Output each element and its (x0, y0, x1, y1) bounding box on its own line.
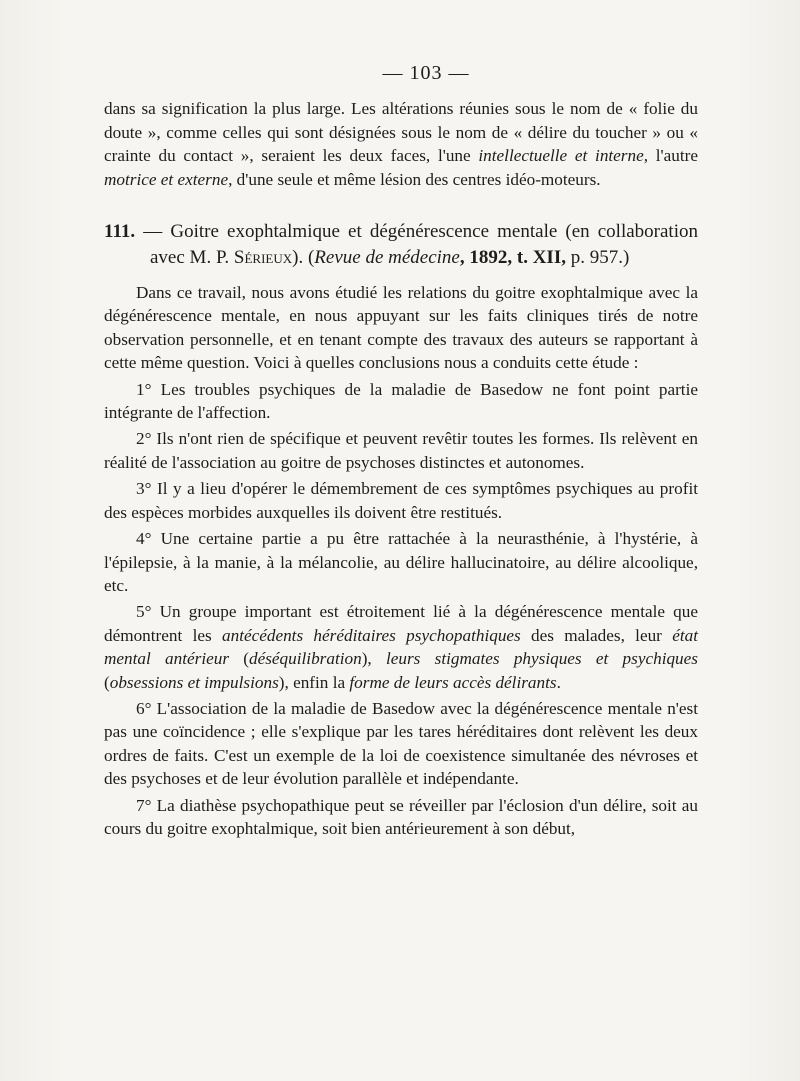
c5-italic-l: forme de leurs accès délirants (349, 672, 557, 692)
entry-number: 111. (104, 221, 136, 243)
intro-end: , d'une seule et même lésion des centres idéo-moteurs. (228, 169, 601, 189)
c5-text-g: ), (361, 649, 386, 669)
c5-text-a: 5° Un groupe important est étroitement lié à la dégénérescence mentale que démontrent les (104, 602, 698, 645)
entry-pages: p. 957.) (565, 247, 630, 269)
bibliography-entry (104, 219, 698, 271)
c5-text-i: ( (104, 672, 110, 692)
entry-author: Sérieux (233, 247, 293, 269)
intro-text: dans sa signification la plus large. Les altérations réunies sous le nom de « folie du doute », comme celles qui sont désignées sous le nom de « délire du toucher » ou « crainte du contact », seraient les deux faces, l'une (104, 99, 698, 166)
entry-open: ). ( (292, 247, 315, 269)
conclusion-1: 1° Les troubles psychiques de la maladie de Basedow ne font point partie intégrante de l'affection. (104, 379, 698, 423)
conclusion-6: 6° L'association de la maladie de Basedow avec la dégénérescence mentale n'est pas une coïncidence ; elle s'explique par les tares héréditaires dont relèvent les deux ordres de faits. C'est un exemple de la loi de coexistence simultanée des névroses et des psychoses et de leur évolution parallèle et indépendante. (104, 698, 698, 789)
entry-year: , 1892, t. XII, (459, 247, 566, 269)
summary-paragraph: Dans ce travail, nous avons étudié les relations du goitre exophtalmique avec la dégénérescence mentale, en nous appuyant sur les faits cliniques tirés de notre observation personnelle, et en tenant compte des travaux des auteurs se rapportant à cette même question. Voici à quelles conclusions nous a conduits cette étude : (104, 283, 698, 373)
intro-paragraph (104, 97, 698, 191)
conclusion-2: 2° Ils n'ont rien de spécifique et peuvent revêtir toutes les formes. Ils relèvent en réalité de l'association au goitre de psychoses distinctes et autonomes. (104, 429, 698, 472)
c5-text-c: des malades, leur (520, 625, 673, 645)
c5-italic-f: déséquilibration (249, 649, 362, 669)
entry-title: — Goitre exophtalmique et dégénérescence mentale (en collaboration avec M. P. (135, 221, 698, 269)
c5-text-m: . (556, 672, 561, 692)
c5-italic-j: obsessions et impulsions (109, 672, 279, 692)
c5-text-e: ( (229, 649, 250, 669)
conclusion-7: 7° La diathèse psychopathique peut se réveiller par l'éclosion d'un délire, soit au cours du goitre exophtalmique, soit bien antérieurement à son début, (104, 795, 698, 838)
c5-text-k: ), enfin la (278, 672, 350, 692)
conclusion-3: 3° Il y a lieu d'opérer le démembrement de ces symptômes psychiques au profit des espèces morbides auxquelles ils doivent être restitués. (104, 479, 698, 522)
page-body (104, 62, 698, 840)
c5-italic-h: leurs stigmates physiques et psychiques (385, 649, 698, 669)
c5-italic-d: état mental antérieur (104, 625, 698, 669)
conclusion-4: 4° Une certaine partie a pu être rattachée à la neurasthénie, à l'hystérie, à l'épilepsie, à la manie, à la mélancolie, au délire hallucinatoire, au délire alcoolique, etc. (104, 529, 698, 595)
page-number: — 103 — (382, 62, 470, 84)
intro-italic-1: intellectuelle et interne (478, 146, 644, 166)
intro-mid: , l'autre (643, 146, 698, 166)
conclusion-5 (104, 600, 698, 694)
intro-italic-2: motrice et externe (104, 169, 229, 189)
entry-journal: Revue de médecine (314, 247, 460, 269)
c5-italic-b: antécédents héréditaires psychopathiques (222, 625, 521, 645)
